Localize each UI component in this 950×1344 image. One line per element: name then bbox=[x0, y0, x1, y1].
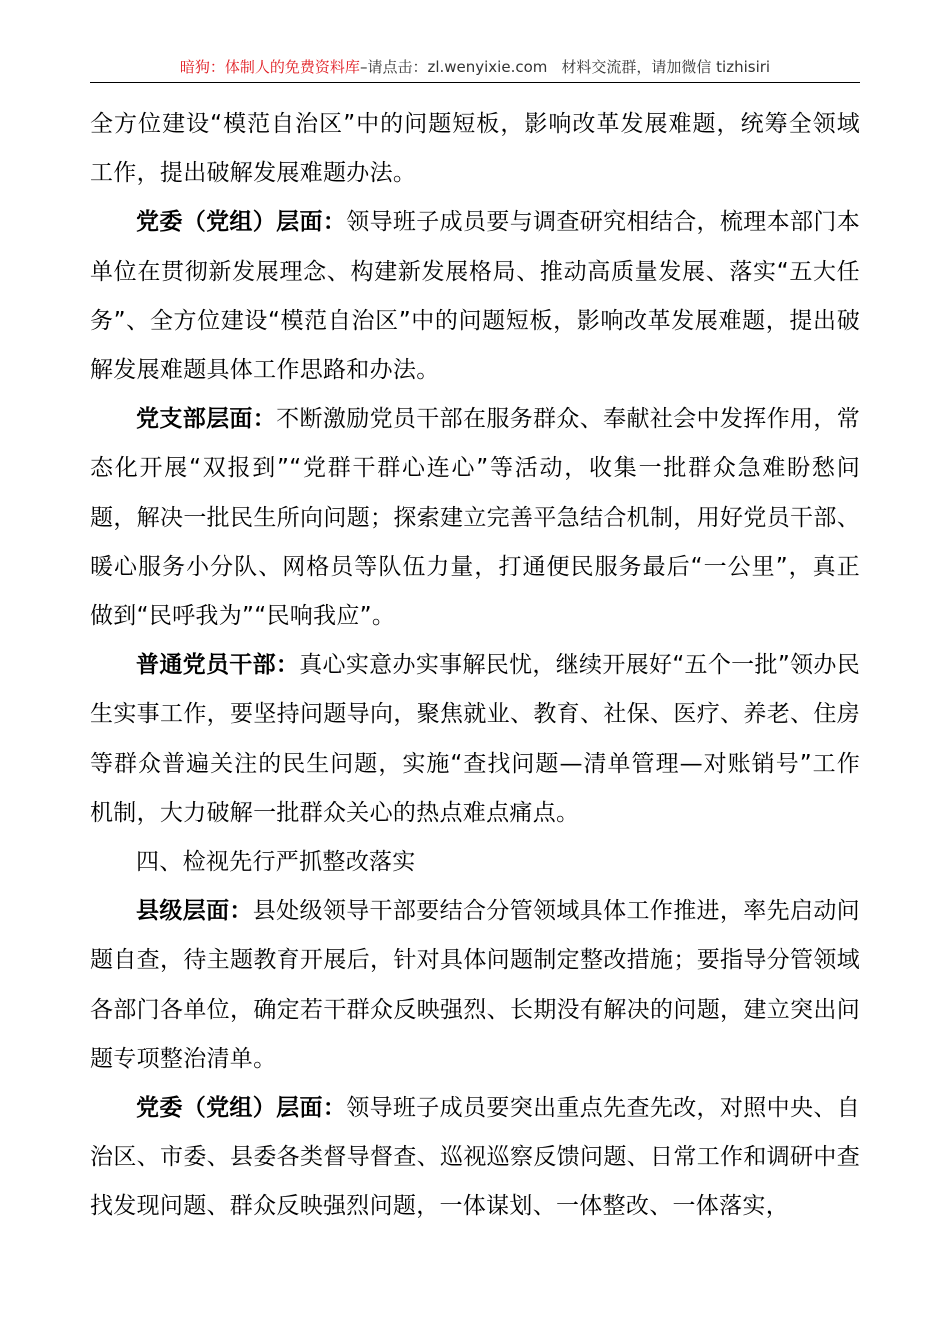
paragraph-text: 县处级领导干部要结合分管领域具体工作推进，率先启动问题自查，待主题教育开展后，针对具体问题制定整改措施；要指导分管领域各部门各单位，确定若干群众反映强烈、长期没有解决的问题，建立突出问题专项整治清单。 bbox=[90, 898, 860, 1072]
paragraph-text: 全方位建设“模范自治区”中的问题短板，影响改革发展难题，统筹全领域工作，提出破解发展难题办法。 bbox=[90, 111, 860, 187]
paragraph-label: 党支部层面： bbox=[136, 406, 277, 433]
paragraph-party-committee bbox=[90, 198, 860, 395]
paragraph-continuation bbox=[90, 100, 860, 198]
click-prefix: –请点击： bbox=[359, 58, 428, 76]
paragraph-party-branch bbox=[90, 395, 860, 641]
paragraph-label: 县级层面： bbox=[136, 898, 253, 925]
document-body bbox=[90, 100, 860, 1232]
site-name: 暗狗：体制人的免费资料库 bbox=[179, 58, 360, 76]
paragraph-county-level bbox=[90, 887, 860, 1084]
paragraph-label: 党委（党组）层面： bbox=[136, 209, 347, 236]
section-heading-text: 四、检视先行严抓整改落实 bbox=[136, 849, 416, 876]
page-header bbox=[90, 56, 860, 83]
section-heading bbox=[90, 838, 860, 887]
wechat-note: 材料交流群，请加微信 tizhisiri bbox=[561, 58, 771, 76]
paragraph-party-committee-2 bbox=[90, 1084, 860, 1232]
paragraph-label: 普通党员干部： bbox=[136, 652, 300, 679]
paragraph-text: 领导班子成员要与调查研究相结合，梳理本部门本单位在贯彻新发展理念、构建新发展格局、推动高质量发展、落实“五大任务”、全方位建设“模范自治区”中的问题短板，影响改革发展难题，提出破解发展难题具体工作思路和办法。 bbox=[90, 209, 860, 384]
paragraph-label: 党委（党组）层面： bbox=[136, 1095, 347, 1122]
paragraph-text: 真心实意办实事解民忧，继续开展好“五个一批”领办民生实事工作，要坚持问题导向，聚焦就业、教育、社保、医疗、养老、住房等群众普遍关注的民生问题，实施“查找问题—清单管理—对账销号”工作机制，大力破解一批群众关心的热点难点痛点。 bbox=[90, 652, 860, 826]
paragraph-text: 领导班子成员要突出重点先查先改，对照中央、自治区、市委、县委各类督导督查、巡视巡察反馈问题、日常工作和调研中查找发现问题、群众反映强烈问题，一体谋划、一体整改、一体落实， bbox=[90, 1095, 860, 1220]
paragraph-ordinary-members bbox=[90, 641, 860, 838]
paragraph-text: 不断激励党员干部在服务群众、奉献社会中发挥作用，常态化开展“双报到”“党群干群心连心”等活动，收集一批群众急难盼愁问题，解决一批民生所向问题；探索建立完善平急结合机制，用好党员干部、暖心服务小分队、网格员等队伍力量，打通便民服务最后“一公里”，真正做到“民呼我为”“民响我应”。 bbox=[90, 406, 860, 630]
site-url-link[interactable]: zl.wenyixie.com bbox=[427, 58, 548, 76]
